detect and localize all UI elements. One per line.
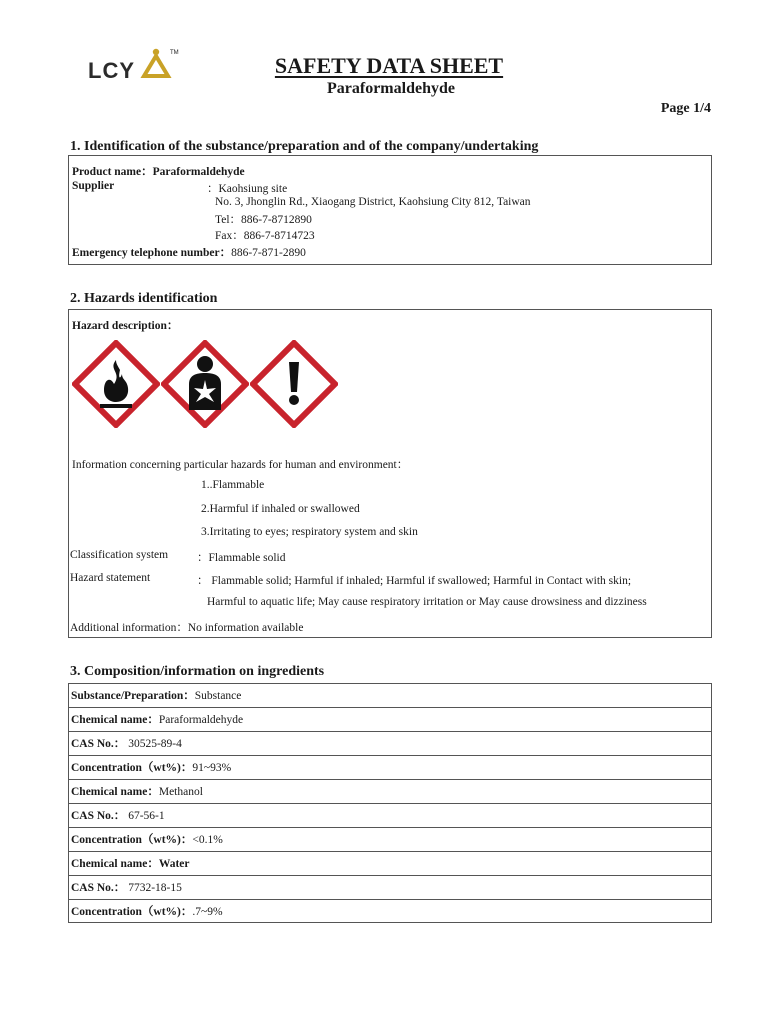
- hazard-info-item: 1..Flammable: [201, 479, 265, 491]
- product-name-value: Paraformaldehyde: [152, 166, 245, 178]
- hazard-info-label: Information concerning particular hazards for human and environment：: [72, 459, 409, 471]
- classification-label: Classification system: [70, 549, 169, 561]
- exclamation-icon: [250, 340, 338, 428]
- supplier-label: Supplier: [72, 180, 115, 192]
- supplier-fax: Fax：886-7-8714723: [215, 230, 315, 242]
- additional-info-row: [70, 619, 303, 635]
- hazard-description-label: Hazard description：: [72, 320, 179, 332]
- table-row: CAS No.： 7732-18-15: [69, 876, 711, 900]
- document-subtitle: Paraformaldehyde: [327, 80, 455, 97]
- hazard-info-item: 2.Harmful if inhaled or swallowed: [201, 503, 360, 515]
- emergency-label: Emergency telephone number：: [72, 247, 232, 259]
- table-row: Concentration（wt%)：<0.1%: [69, 828, 711, 852]
- logo-text: LCY: [88, 58, 135, 83]
- health-hazard-icon: [161, 340, 249, 428]
- hazard-statement-label: Hazard statement: [70, 572, 151, 584]
- table-row: Chemical name：Paraformaldehyde: [69, 708, 711, 732]
- hazard-statement-line-2: Harmful to aquatic life; May cause respiratory irritation or May cause drowsiness and dizziness: [207, 596, 647, 608]
- logo-trademark: TM: [170, 50, 179, 56]
- emergency-row: [72, 244, 306, 260]
- table-row: Chemical name：Water: [69, 852, 711, 876]
- table-row: Concentration（wt%)：.7~9%: [71, 906, 223, 918]
- supplier-site: ：Kaohsiung site: [207, 183, 288, 195]
- document-title: SAFETY DATA SHEET: [274, 53, 504, 78]
- page-number: Page 1/4: [660, 101, 711, 116]
- section-1-box: [68, 155, 712, 265]
- supplier-address: No. 3, Jhonglin Rd., Xiaogang District, Kaohsiung City 812, Taiwan: [215, 196, 531, 208]
- composition-table: [68, 683, 712, 923]
- table-row: Substance/Preparation：Substance: [69, 684, 711, 708]
- section-1-title: 1. Identification of the substance/preparation and of the company/undertaking: [70, 139, 539, 154]
- emergency-value: 886-7-871-2890: [231, 247, 306, 259]
- product-name-row: [72, 163, 245, 179]
- additional-info-value: No information available: [187, 622, 304, 634]
- flame-icon: [72, 340, 160, 428]
- supplier-tel: Tel：886-7-8712890: [215, 214, 312, 226]
- table-row: CAS No.： 30525-89-4: [69, 732, 711, 756]
- hazard-statement-line-1: ： Flammable solid; Harmful if inhaled; Harmful if swallowed; Harmful in Contact with skin;: [197, 575, 632, 587]
- table-row: Chemical name：Methanol: [69, 780, 711, 804]
- additional-info-label: Additional information：: [70, 622, 188, 634]
- section-2-title: 2. Hazards identification: [70, 291, 218, 306]
- hazard-info-item: 3.Irritating to eyes; respiratory system and skin: [201, 526, 418, 538]
- section-3-title: 3. Composition/information on ingredients: [70, 664, 325, 679]
- table-row: Concentration（wt%)：91~93%: [69, 756, 711, 780]
- product-name-label: Product name：: [72, 166, 153, 178]
- classification-value: ：Flammable solid: [197, 552, 286, 564]
- table-row: CAS No.： 67-56-1: [69, 804, 711, 828]
